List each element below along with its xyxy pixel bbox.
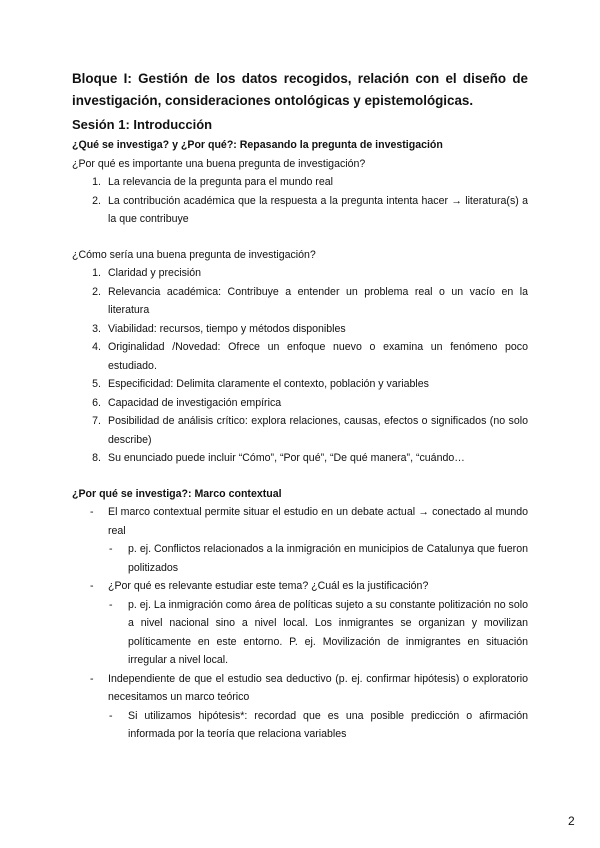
sub-list-item xyxy=(108,707,528,744)
list-item xyxy=(72,577,528,670)
list-number: 7. xyxy=(92,415,101,427)
list-item-text: Especificidad: Delimita claramente el contexto, población y variables xyxy=(108,378,429,390)
list-item xyxy=(72,412,528,449)
dash-bullet: - xyxy=(90,672,94,685)
list-item-text: Posibilidad de análisis crítico: explora relaciones, causas, efectos o significados (no solo describe) xyxy=(108,415,528,446)
list-item xyxy=(72,264,528,283)
list-item-text: Viabilidad: recursos, tiempo y métodos disponibles xyxy=(108,322,346,335)
section-heading-research-question: ¿Qué se investiga? y ¿Por qué?: Repasando la pregunta de investigación xyxy=(72,139,443,151)
document-body xyxy=(72,136,528,744)
list-item-text: Originalidad /Novedad: Ofrece un enfoque nuevo o examina un fenómeno poco estudiado. xyxy=(108,341,528,372)
sub-list xyxy=(108,707,528,744)
sub-item-text: p. ej. La inmigración como área de políticas sujeto a su constante politización no solo a nivel nacional sino a nivel local. Los inmigrantes se organizan y movilizan políticamente en este entorno. P. ej. Movilización de inmigrantes en situación irregular a nivel local. xyxy=(128,598,528,666)
list-item xyxy=(72,320,528,339)
question-good-research: ¿Cómo sería una buena pregunta de investigación? xyxy=(72,248,316,261)
sub-list xyxy=(108,540,528,577)
list-item-text: La contribución académica que la respuesta a la pregunta intenta hacer → literatura(s) a la que contribuye xyxy=(108,194,528,225)
list-item xyxy=(72,670,528,744)
sub-item-text: Si utilizamos hipótesis*: recordad que es una posible predicción o afirmación informada por la teoría que relaciona variables xyxy=(128,709,528,740)
importance-list xyxy=(72,173,528,229)
session-title: Sesión 1: Introducción xyxy=(72,117,213,132)
list-number: 3. xyxy=(92,322,101,335)
list-item xyxy=(72,394,528,413)
section-heading-context: ¿Por qué se investiga?: Marco contextual xyxy=(72,487,282,500)
list-item xyxy=(72,283,528,320)
list-item xyxy=(72,375,528,394)
list-item xyxy=(72,338,528,375)
list-item xyxy=(72,503,528,577)
list-number: 4. xyxy=(92,341,101,353)
dash-bullet: - xyxy=(109,709,113,722)
list-item-text: Relevancia académica: Contribuye a entender un problema real o un vacío en la literatura xyxy=(108,285,528,316)
question-importance: ¿Por qué es importante una buena pregunta de investigación? xyxy=(72,157,366,170)
list-item-text: Capacidad de investigación empírica xyxy=(108,396,282,409)
list-item-text: La relevancia de la pregunta para el mundo real xyxy=(108,176,333,188)
page-number: 2 xyxy=(568,814,575,828)
list-item xyxy=(72,192,528,229)
sub-item-text: p. ej. Conflictos relacionados a la inmigración en municipios de Catalunya que fueron politizados xyxy=(128,543,528,574)
list-number: 6. xyxy=(92,396,101,409)
list-number: 2. xyxy=(92,285,101,298)
context-list xyxy=(72,503,528,744)
dash-bullet: - xyxy=(109,543,113,555)
dash-bullet: - xyxy=(90,506,94,518)
list-item xyxy=(72,449,528,468)
list-number: 8. xyxy=(92,452,101,464)
criteria-list xyxy=(72,264,528,468)
list-item-text: ¿Por qué es relevante estudiar este tema? ¿Cuál es la justificación? xyxy=(108,580,429,592)
list-item xyxy=(72,173,528,192)
block-title: Bloque I: Gestión de los datos recogidos, relación con el diseño de investigación, consideraciones ontológicas y epistemológicas. xyxy=(72,71,528,108)
sub-list-item xyxy=(108,596,528,670)
list-number: 1. xyxy=(92,176,101,188)
list-item-text: Claridad y precisión xyxy=(108,267,202,279)
list-number: 5. xyxy=(92,378,101,390)
list-number: 1. xyxy=(92,267,101,279)
list-item-text: Su enunciado puede incluir “Cómo”, “Por qué”, “De qué manera”, “cuándo… xyxy=(108,452,465,464)
dash-bullet: - xyxy=(90,580,94,592)
sub-list-item xyxy=(108,540,528,577)
list-item-text: Independiente de que el estudio sea deductivo (p. ej. confirmar hipótesis) o exploratorio necesitamos un marco teórico xyxy=(108,672,528,703)
sub-list xyxy=(108,596,528,670)
list-number: 2. xyxy=(92,194,101,207)
dash-bullet: - xyxy=(109,598,113,611)
list-item-text: El marco contextual permite situar el estudio en un debate actual → conectado al mundo real xyxy=(108,506,528,537)
